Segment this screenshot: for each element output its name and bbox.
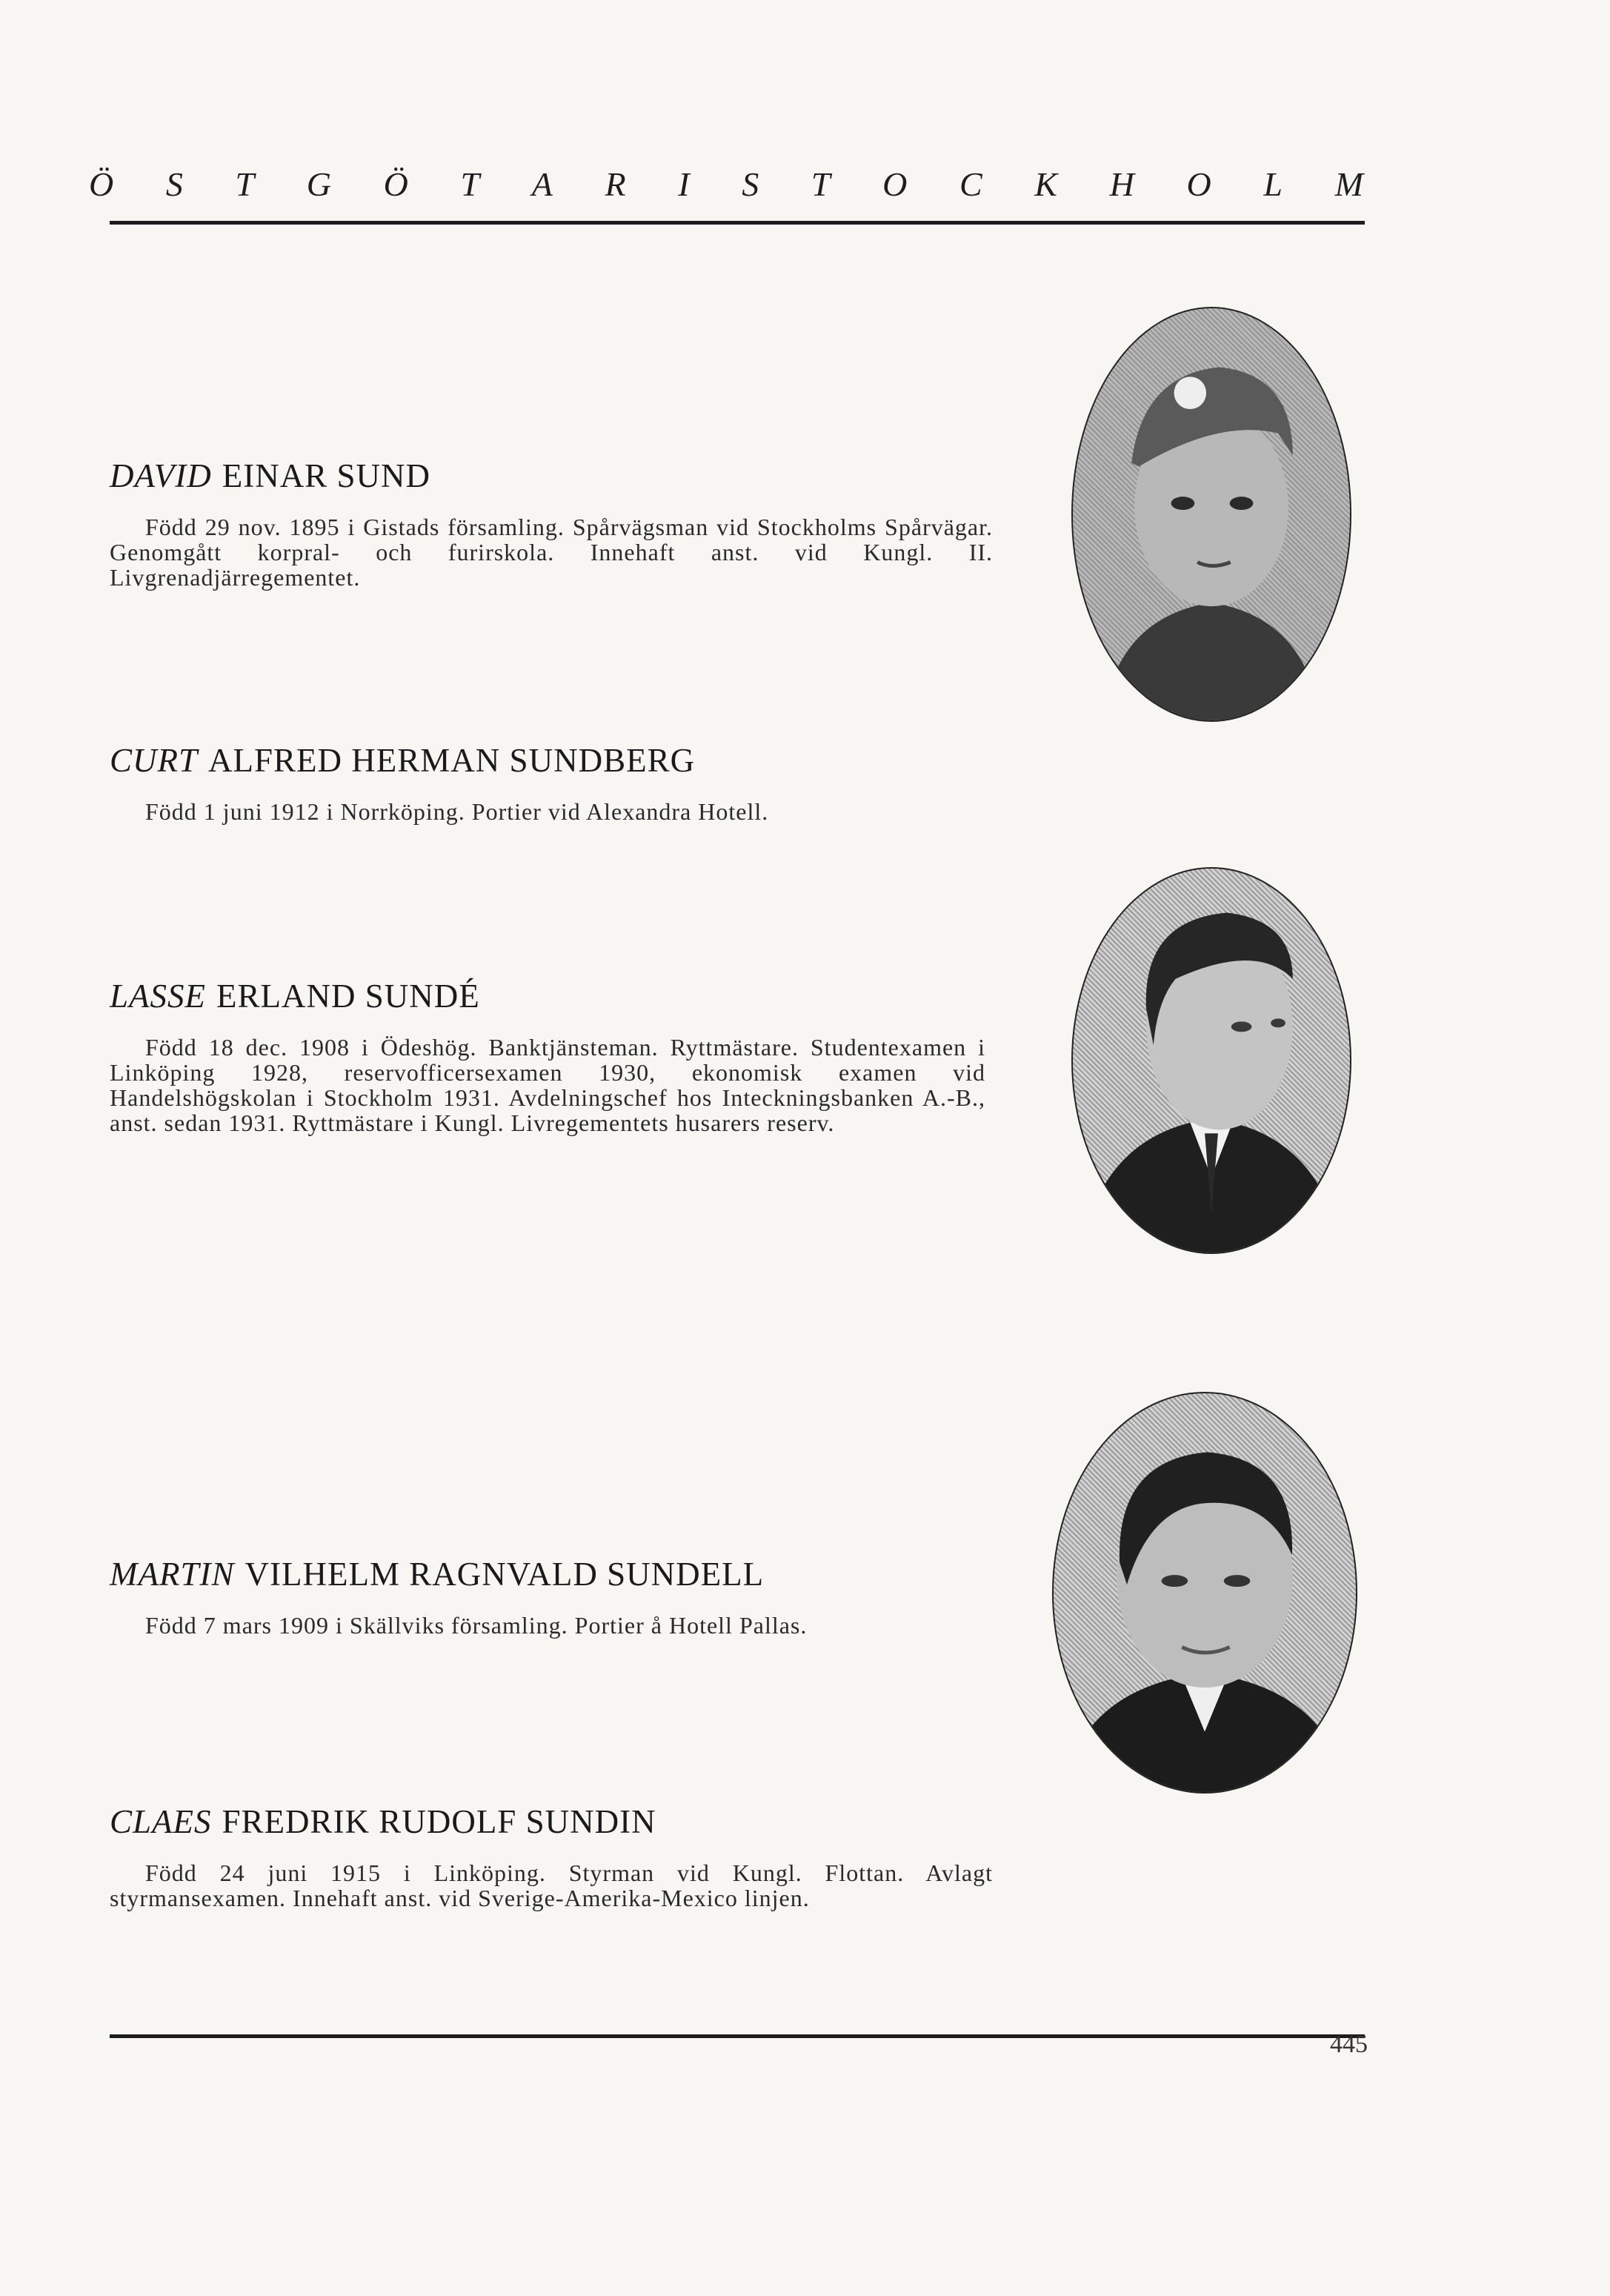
header-letter: M bbox=[1334, 165, 1363, 203]
given-name: MARTIN bbox=[110, 1556, 235, 1593]
biography-entry bbox=[110, 1802, 993, 1911]
portrait-photo bbox=[1071, 307, 1351, 722]
header-letter: Ö bbox=[89, 165, 114, 203]
surname: VILHELM RAGNVALD SUNDELL bbox=[245, 1556, 765, 1593]
person-name bbox=[110, 741, 993, 780]
person-name bbox=[110, 977, 985, 1015]
surname: EINAR SUND bbox=[222, 457, 430, 494]
header-letter: K bbox=[1034, 165, 1057, 203]
portrait-photo-image bbox=[1054, 1393, 1356, 1792]
biography-text: Född 7 mars 1909 i Skällviks församling. Portier å Hotell Pallas. bbox=[145, 1612, 808, 1639]
header-letter: T bbox=[235, 165, 255, 203]
biography-text: Född 24 juni 1915 i Linköping. Styrman vid Kungl. Flottan. Avlagt styrmansexamen. Innehaft anst. vid Sverige-Amerika-Mexico linjen. bbox=[110, 1859, 993, 1911]
biography-entry bbox=[110, 457, 993, 590]
surname: FREDRIK RUDOLF SUNDIN bbox=[222, 1803, 656, 1840]
header-rule bbox=[110, 221, 1365, 225]
header-letter: R bbox=[605, 165, 626, 203]
biography-text: Född 18 dec. 1908 i Ödeshög. Banktjänsteman. Ryttmästare. Studentexamen i Linköping 1928, reservofficersexamen 1930, ekonomisk examen vid Handelshögskolan i Stockholm 1931. Avdelningschef hos Inteckningsbanken A.-B., anst. sedan 1931. Ryttmästare i Kungl. Livregementets husarers reserv. bbox=[110, 1034, 985, 1136]
given-name: CLAES bbox=[110, 1803, 212, 1840]
portrait-photo bbox=[1071, 867, 1351, 1254]
footer-rule bbox=[110, 2034, 1365, 2038]
given-name: CURT bbox=[110, 742, 199, 779]
header-letter: L bbox=[1263, 165, 1283, 203]
header-letter: I bbox=[678, 165, 690, 203]
running-header bbox=[89, 165, 1363, 204]
page-number: 445 bbox=[1330, 2031, 1368, 2058]
person-name bbox=[110, 1802, 993, 1841]
biography-text: Född 29 nov. 1895 i Gistads församling. Spårvägsman vid Stockholms Spårvägar. Genomgått korpral- och furirskola. Innehaft anst. vid Kungl. II. Livgrenadjärregementet. bbox=[110, 514, 993, 591]
biography-text: Född 1 juni 1912 i Norrköping. Portier vid Alexandra Hotell. bbox=[145, 798, 769, 825]
person-name bbox=[110, 457, 993, 495]
portrait-photo bbox=[1052, 1392, 1357, 1794]
header-letter: H bbox=[1109, 165, 1134, 203]
header-letter: S bbox=[742, 165, 759, 203]
biography-entry bbox=[110, 1555, 993, 1638]
given-name: DAVID bbox=[110, 457, 212, 494]
header-letter: G bbox=[306, 165, 331, 203]
header-letter: O bbox=[882, 165, 908, 203]
person-name bbox=[110, 1555, 993, 1593]
header-letter: C bbox=[959, 165, 982, 203]
portrait-photo-image bbox=[1073, 308, 1350, 720]
header-letter: O bbox=[1186, 165, 1211, 203]
header-letter: S bbox=[165, 165, 183, 203]
header-letter: T bbox=[460, 165, 480, 203]
header-letter: T bbox=[811, 165, 831, 203]
surname: ERLAND SUNDÉ bbox=[216, 978, 480, 1015]
surname: ALFRED HERMAN SUNDBERG bbox=[208, 742, 696, 779]
biography-entry bbox=[110, 977, 985, 1135]
header-letter: Ö bbox=[383, 165, 408, 203]
header-letter: A bbox=[531, 165, 553, 203]
given-name: LASSE bbox=[110, 978, 207, 1015]
portrait-photo-image bbox=[1073, 869, 1350, 1252]
biography-entry bbox=[110, 741, 993, 824]
